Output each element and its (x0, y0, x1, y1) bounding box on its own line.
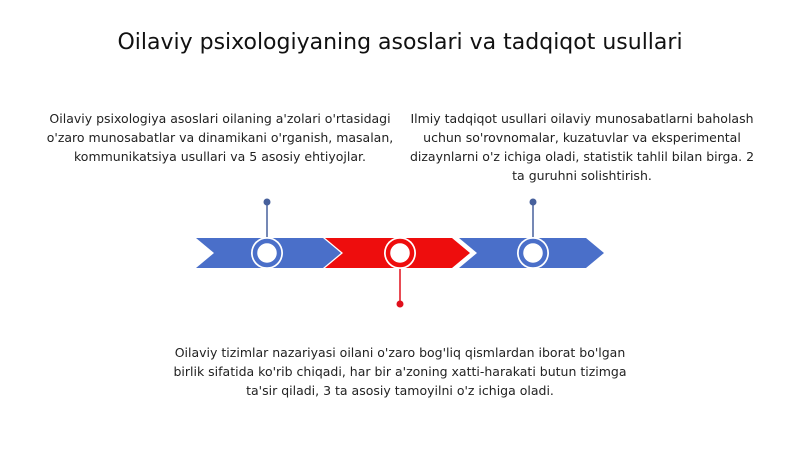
connector-dot-1 (264, 199, 271, 206)
stage-2-description: Oilaviy tizimlar nazariyasi oilani o'zaro bog'liq qismlardan iborat bo'lgan birlik sifatida ko'rib chiqadi, har bir a'zoning xatti-harakati butun tizimga ta'sir qiladi, 3 ta asosiy tamoyilni o'z ichiga oladi. (173, 345, 627, 398)
connector-dot-3 (530, 199, 537, 206)
stage-1-description: Oilaviy psixologiya asoslari oilaning a'zolari o'rtasidagi o'zaro munosabatlar va dinamikani o'rganish, masalan, kommunikatsiya usullari va 5 asosiy ehtiyojlar. (46, 111, 394, 164)
connector-dot-2 (397, 301, 404, 308)
milestone-marker-3 (517, 237, 549, 269)
milestone-marker-1 (251, 237, 283, 269)
milestone-marker-2 (384, 237, 416, 269)
stage-3-description: Ilmiy tadqiqot usullari oilaviy munosabatlarni baholash uchun so'rovnomalar, kuzatuvlar va eksperimental dizaynlarni o'z ichiga oladi, statistik tahlil bilan birga. 2 ta guruhni solishtirish. (409, 111, 755, 183)
page-title: Oilaviy psixologiyaning asoslari va tadqiqot usullari (117, 30, 683, 55)
